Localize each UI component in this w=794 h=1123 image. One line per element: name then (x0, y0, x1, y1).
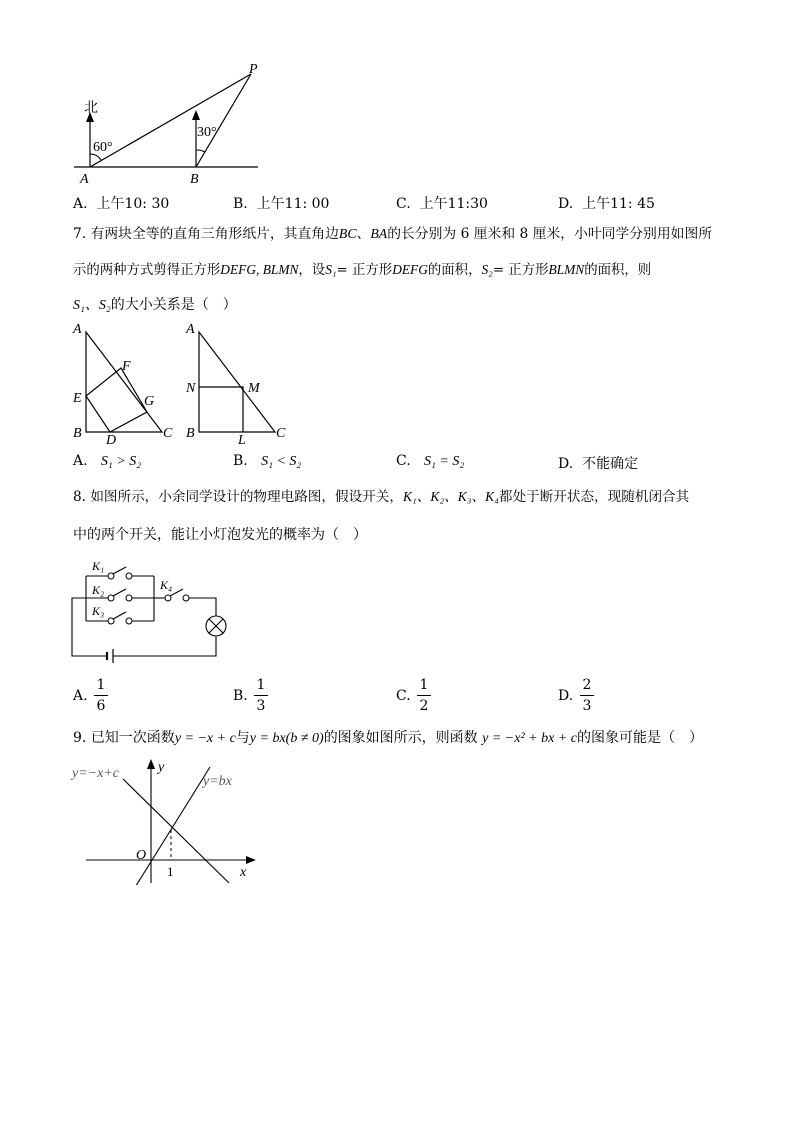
svg-text:C: C (276, 426, 286, 441)
svg-text:B: B (73, 426, 82, 441)
q6-figure (66, 58, 266, 188)
svg-text:C: C (163, 426, 173, 441)
q8-option-c-letter[interactable]: C. (396, 688, 411, 704)
point-b-label: B (190, 172, 199, 187)
svg-text:y=bx: y=bx (203, 774, 232, 789)
q9-number: 9. (73, 730, 87, 746)
q7-option-c[interactable]: C. S₁ = S₂ (396, 453, 465, 469)
q7-figure-left (70, 320, 180, 445)
svg-text:K₃: K₃ (92, 604, 105, 618)
north-label: 北 (84, 100, 98, 116)
svg-text:y: y (158, 760, 165, 775)
q8-option-a-fraction[interactable]: 1 6 (94, 677, 108, 714)
svg-text:D: D (106, 433, 117, 445)
svg-text:N: N (186, 381, 196, 396)
q8-number: 8. (73, 489, 86, 505)
svg-text:F: F (122, 359, 131, 374)
svg-text:K₄: K₄ (160, 578, 173, 592)
q8-option-b-letter[interactable]: B. (233, 688, 248, 704)
q9-graph-figure (66, 755, 266, 885)
angle-30-label: 30° (197, 125, 217, 140)
q8-line-1: 8. 如图所示，小余同学设计的物理电路图，假设开关，K₁、K₂、K₃、K₄都处于断开状态，现随机闭合其 (73, 489, 690, 505)
svg-text:1: 1 (167, 864, 174, 879)
q7-figure-right (183, 320, 293, 445)
svg-text:O: O (136, 848, 147, 863)
q8-option-d-fraction[interactable]: 2 3 (580, 677, 594, 714)
svg-text:K₁: K₁ (92, 559, 105, 573)
svg-text:y=−x+c: y=−x+c (72, 766, 119, 781)
q6-option-d[interactable]: D. 上午11: 45 (558, 196, 655, 212)
q6-option-c[interactable]: C. 上午11:30 (396, 196, 488, 212)
svg-text:x: x (240, 865, 247, 880)
q7-option-a[interactable]: A. S₁ > S₂ (73, 453, 142, 469)
svg-text:E: E (73, 391, 82, 406)
point-a-label: A (80, 172, 89, 187)
q7-line-1: 7. 有两块全等的直角三角形纸片，其直角边BC、BA的长分别为 6 厘米和 8 厘米，小叶同学分别用如图所 (73, 226, 713, 242)
q7-option-b[interactable]: B. S₁ < S₂ (233, 453, 302, 469)
q7-line-2: 示的两种方式剪得正方形DEFG, BLMN，设S₁= 正方形DEFG的面积，S₂= 正方形BLMN的面积，则 (73, 262, 652, 278)
q8-circuit-figure (66, 556, 236, 664)
q6-option-b[interactable]: B. 上午11: 00 (233, 196, 330, 212)
q7-line-3: S₁、S₂的大小关系是（ ） (73, 297, 237, 313)
svg-text:L: L (238, 433, 246, 445)
point-p-label: P (249, 62, 258, 77)
q8-option-a-letter[interactable]: A. (73, 688, 88, 704)
q8-option-c-fraction[interactable]: 1 2 (417, 677, 431, 714)
svg-text:K₂: K₂ (92, 583, 105, 597)
svg-text:G: G (144, 394, 155, 409)
q7-option-d[interactable]: D. 不能确定 (558, 456, 639, 472)
svg-text:B: B (186, 426, 195, 441)
angle-60-label: 60° (93, 140, 113, 155)
q8-option-d-letter[interactable]: D. (558, 688, 574, 704)
svg-text:A: A (186, 322, 195, 337)
q8-option-b-fraction[interactable]: 1 3 (254, 677, 268, 714)
q6-option-a[interactable]: A. 上午10: 30 (73, 196, 170, 212)
svg-text:M: M (248, 381, 260, 396)
q8-line-2: 中的两个开关，能让小灯泡发光的概率为（ ） (73, 527, 367, 543)
q9-line-1: 9. 已知一次函数y = −x + c与y = bx(b ≠ 0)的图象如图所示，则函数 y = −x² + bx + c的图象可能是（ ） (73, 730, 703, 746)
svg-text:A: A (73, 322, 82, 337)
q7-number: 7. (73, 226, 87, 242)
